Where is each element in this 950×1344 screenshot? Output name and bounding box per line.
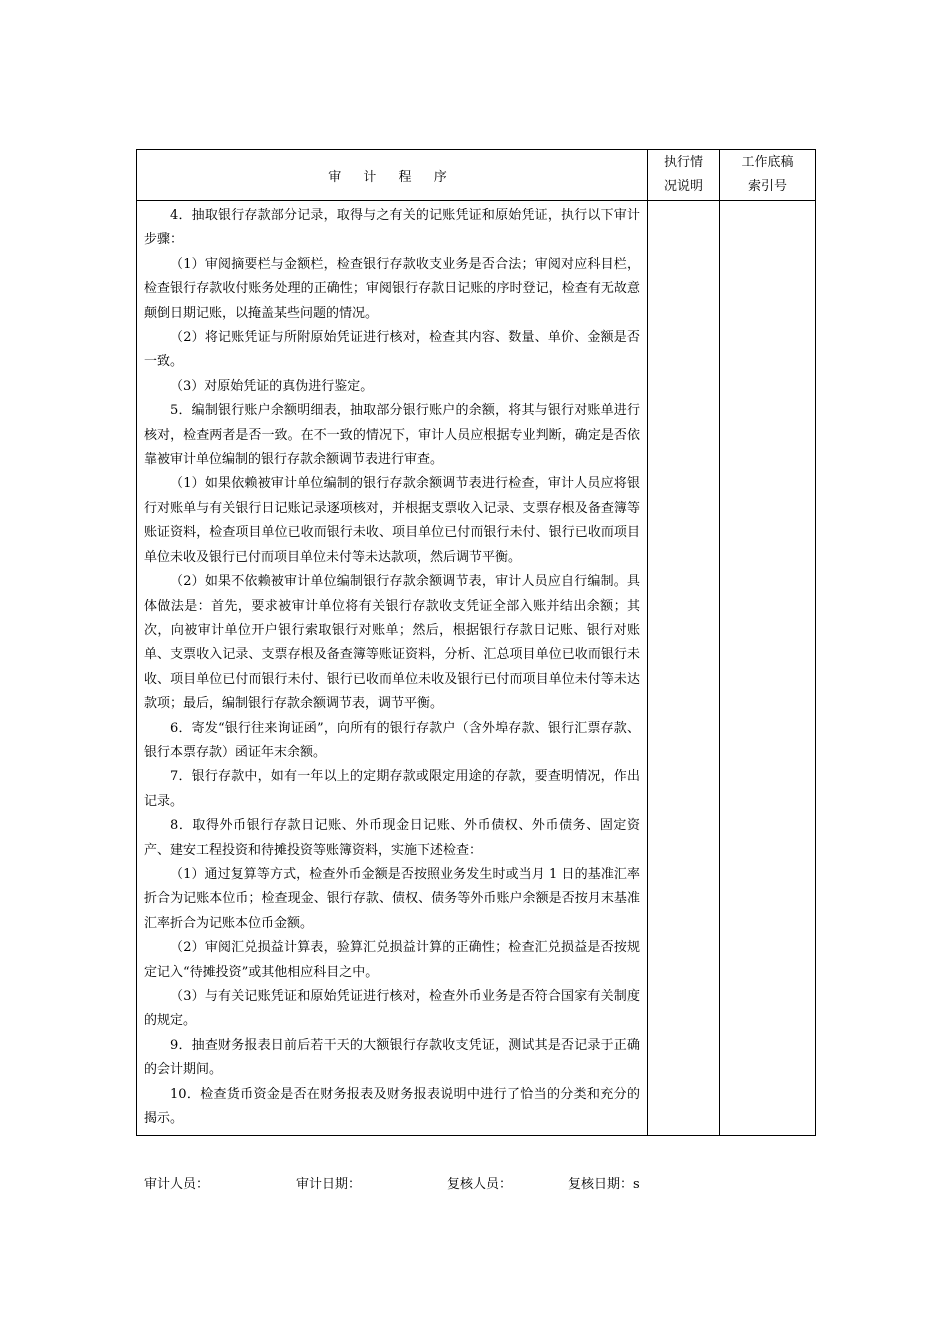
table-body-row	[137, 201, 816, 1136]
procedure-header: 审 计 程 序	[137, 150, 648, 201]
procedure-step: 5．编制银行账户余额明细表，抽取部分银行账户的余额，将其与银行对账单进行核对，检查两者是否一致。在不一致的情况下，审计人员应根据专业判断，确定是否依靠被审计单位编制的银行存款余额调节表进行审查。	[144, 403, 640, 468]
procedure-step: （2）审阅汇兑损益计算表，验算汇兑损益计算的正确性；检查汇兑损益是否按规定记入“待摊投资”或其他相应科目之中。	[144, 940, 640, 980]
review-date-label: 复核日期：s	[568, 1177, 640, 1192]
procedure-step: （1）通过复算等方式，检查外币金额是否按照业务发生时或当月 1 日的基准汇率折合为记账本位币；检查现金、银行存款、债权、债务等外币账户余额是否按月末基准汇率折合为记账本位币金额。	[144, 866, 640, 931]
procedure-step: 9．抽查财务报表日前后若干天的大额银行存款收支凭证，测试其是否记录于正确的会计期间。	[144, 1037, 640, 1078]
procedure-step: 7．银行存款中，如有一年以上的定期存款或限定用途的存款，要查明情况，作出记录。	[144, 769, 640, 809]
audit-procedure-sheet	[136, 149, 815, 1136]
workpaper-index-header-line1: 工作底稿	[741, 155, 794, 170]
table-header-row	[137, 150, 816, 201]
execution-notes-header-line1: 执行情	[663, 155, 703, 170]
procedure-step: （2）如果不依赖被审计单位编制银行存款余额调节表，审计人员应自行编制。具体做法是：首先，要求被审计单位将有关银行存款收支凭证全部入账并结出余额；其次，向被审计单位开户银行索取银行对账单；然后，根据银行存款日记账、银行对账单、支票收入记录、支票存根及备查簿等账证资料，分析、汇总项目单位已收而银行未收、项目单位已付而银行未付、银行已收而单位未收及银行已付而项目单位未付等未达款项；最后，编制银行存款余额调节表，调节平衡。	[144, 574, 640, 712]
procedure-step: （2）将记账凭证与所附原始凭证进行核对，检查其内容、数量、单价、金额是否一致。	[144, 330, 640, 370]
procedure-step: 4．抽取银行存款部分记录，取得与之有关的记账凭证和原始凭证，执行以下审计步骤：	[144, 208, 640, 248]
auditor-label: 审计人员：	[144, 1177, 210, 1192]
execution-notes-header-line2: 况说明	[663, 179, 703, 194]
procedure-step: （1）如果依赖被审计单位编制的银行存款余额调节表进行检查，审计人员应将银行对账单与有关银行日记账记录逐项核对，并根据支票收入记录、支票存根及备查簿等账证资料，检查项目单位已收而银行未收、项目单位已付而银行未付、银行已收而项目单位未收及银行已付而项目单位未付等未达款项，然后调节平衡。	[144, 476, 640, 565]
execution-notes-cell	[648, 201, 720, 1136]
procedure-step: （3）与有关记账凭证和原始凭证进行核对，检查外币业务是否符合国家有关制度的规定。	[144, 989, 640, 1029]
workpaper-index-header	[720, 150, 816, 201]
procedure-step: （3）对原始凭证的真伪进行鉴定。	[170, 378, 374, 394]
workpaper-index-header-line2: 索引号	[747, 179, 787, 194]
workpaper-index-cell	[720, 201, 816, 1136]
procedure-step: （1）审阅摘要栏与金额栏，检查银行存款收支业务是否合法；审阅对应科目栏，检查银行存款收付账务处理的正确性；审阅银行存款日记账的序时登记，检查有无故意颠倒日期记账，以掩盖某些问题的情况。	[144, 256, 640, 321]
procedure-step: 6．寄发“银行往来询证函”，向所有的银行存款户（含外埠存款、银行汇票存款、银行本票存款）函证年末余额。	[144, 720, 640, 760]
execution-notes-header	[648, 150, 720, 201]
procedure-step: 8．取得外币银行存款日记账、外币现金日记账、外币债权、外币债务、固定资产、建安工程投资和待摊投资等账簿资料，实施下述检查：	[144, 818, 640, 858]
procedure-content-cell	[137, 201, 648, 1136]
audit-date-label: 审计日期：	[296, 1177, 362, 1192]
audit-procedure-table	[136, 149, 816, 1136]
procedure-step: 10．检查货币资金是否在财务报表及财务报表说明中进行了恰当的分类和充分的揭示。	[144, 1086, 640, 1127]
reviewer-label: 复核人员：	[447, 1177, 513, 1192]
